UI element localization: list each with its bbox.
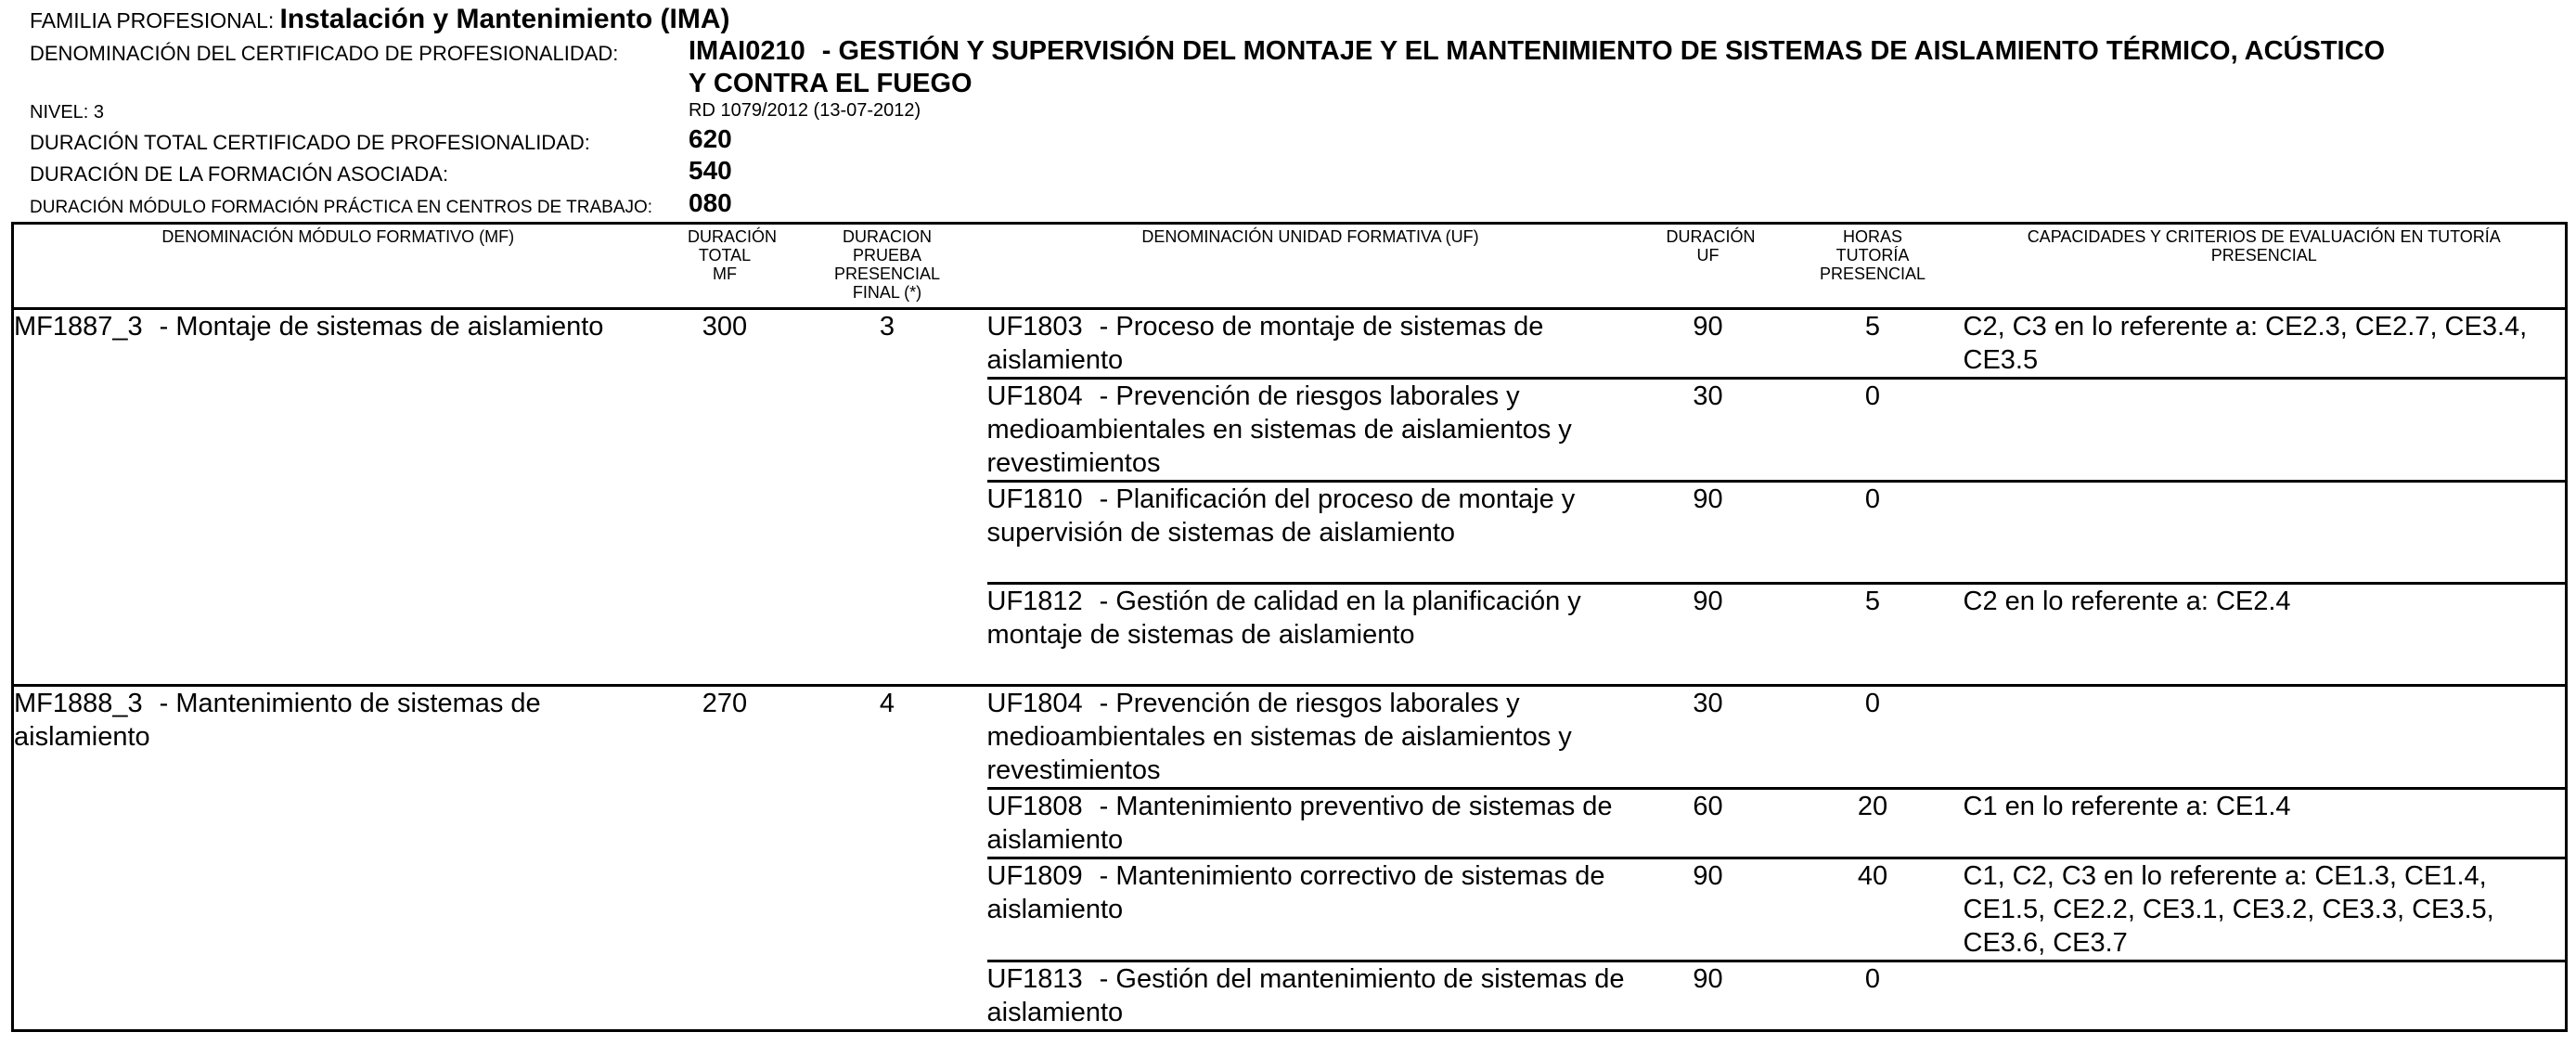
- uf-cell: [987, 858, 1634, 961]
- uf-capacidades: C1, C2, C3 en lo referente a: CE1.3, CE1.4, CE1.5, CE2.2, CE3.1, CE3.2, CE3.3, CE3.5, CE3.6, CE3.7: [1964, 858, 2567, 961]
- col-header-prueba: DURACION PRUEBA PRESENCIAL FINAL (*): [788, 224, 987, 309]
- uf-tutoria: 0: [1783, 482, 1964, 584]
- uf-cell: [987, 961, 1634, 1031]
- uf-capacidades: [1964, 961, 2567, 1031]
- uf-name: - Gestión del mantenimiento de sistemas de aislamiento: [986, 964, 1625, 1027]
- col-header-total-mf: DURACIÓN TOTAL MF: [663, 224, 788, 309]
- mf-name: - Mantenimiento de sistemas de aislamiento: [14, 689, 541, 752]
- certificado-title-line2: Y CONTRA EL FUEGO: [689, 69, 972, 98]
- uf-name: - Prevención de riesgos laborales y medioambientales en sistemas de aislamientos y revestimientos: [986, 689, 1572, 785]
- uf-capacidades: C2 en lo referente a: CE2.4: [1964, 584, 2567, 686]
- table-row: [13, 309, 2567, 379]
- uf-capacidades: [1964, 482, 2567, 584]
- uf-name: - Planificación del proceso de montaje y supervisión de sistemas de aislamiento: [986, 484, 1576, 548]
- uf-code: UF1808: [986, 792, 1083, 821]
- mf-code: MF1887_3: [14, 312, 143, 342]
- uf-tutoria: 5: [1783, 584, 1964, 686]
- module-group: [13, 309, 2567, 686]
- duracion-formacion-label: DURACIÓN DE LA FORMACIÓN ASOCIADA:: [30, 162, 449, 186]
- col-header-mf: DENOMINACIÓN MÓDULO FORMATIVO (MF): [13, 224, 663, 309]
- uf-cell: [987, 482, 1634, 584]
- uf-code: UF1804: [986, 689, 1083, 718]
- uf-name: - Proceso de montaje de sistemas de aislamiento: [986, 312, 1544, 375]
- uf-tutoria: 40: [1783, 858, 1964, 961]
- uf-code: UF1812: [986, 587, 1083, 616]
- mf-cell: [13, 686, 663, 1031]
- mf-total: 300: [663, 309, 788, 686]
- uf-capacidades: [1964, 379, 2567, 482]
- duracion-total-label: DURACIÓN TOTAL CERTIFICADO DE PROFESIONALIDAD:: [30, 131, 590, 154]
- uf-duracion: 90: [1634, 961, 1783, 1031]
- uf-cell: [987, 686, 1634, 789]
- nivel-label: NIVEL: 3: [30, 102, 105, 123]
- familia-row: [30, 4, 729, 35]
- uf-duracion: 30: [1693, 689, 1723, 718]
- certificado-code: IMAI0210: [689, 36, 805, 66]
- uf-tutoria: 0: [1864, 689, 1881, 718]
- uf-code: UF1804: [986, 381, 1083, 411]
- col-header-tutoria: HORAS TUTORÍA PRESENCIAL: [1783, 224, 1964, 309]
- uf-capacidades: [1964, 686, 2567, 789]
- uf-code: UF1809: [986, 861, 1083, 891]
- document-header: [0, 0, 2576, 223]
- uf-cell: [987, 379, 1634, 482]
- module-group: [13, 686, 2567, 1031]
- uf-capacidades: C1 en lo referente a: CE1.4: [1964, 789, 2567, 858]
- uf-cell: [987, 789, 1634, 858]
- mf-total: 270: [663, 686, 788, 1031]
- uf-duracion: 90: [1634, 584, 1783, 686]
- mf-prueba: 3: [788, 309, 987, 686]
- uf-tutoria: 0: [1783, 379, 1964, 482]
- table-row: [13, 686, 2567, 789]
- familia-label: FAMILIA PROFESIONAL:: [30, 8, 275, 32]
- uf-capacidades: C2, C3 en lo referente a: CE2.3, CE2.7, CE3.4, CE3.5: [1964, 309, 2567, 379]
- col-header-duracion-uf: DURACIÓN UF: [1634, 224, 1783, 309]
- uf-code: UF1810: [986, 484, 1083, 514]
- uf-code: UF1803: [986, 312, 1083, 342]
- uf-cell: [987, 584, 1634, 686]
- uf-duracion: 30: [1634, 379, 1783, 482]
- certificado-title-line1: - GESTIÓN Y SUPERVISIÓN DEL MONTAJE Y EL MANTENIMIENTO DE SISTEMAS DE AISLAMIENTO TÉRMICO, ACÚSTICO: [821, 36, 2386, 66]
- uf-tutoria: 20: [1783, 789, 1964, 858]
- col-header-capacidades: CAPACIDADES Y CRITERIOS DE EVALUACIÓN EN TUTORÍA PRESENCIAL: [1964, 224, 2567, 309]
- mf-code: MF1888_3: [14, 689, 143, 718]
- table-header-row: [13, 224, 2567, 309]
- mf-prueba: 4: [788, 686, 987, 1031]
- duracion-practica-label: DURACIÓN MÓDULO FORMACIÓN PRÁCTICA EN CENTROS DE TRABAJO:: [30, 198, 653, 217]
- uf-cell: [987, 309, 1634, 379]
- uf-tutoria: 0: [1783, 961, 1964, 1031]
- uf-duracion: 60: [1634, 789, 1783, 858]
- certificado-title: [689, 35, 2544, 100]
- uf-name: - Prevención de riesgos laborales y medioambientales en sistemas de aislamientos y revestimientos: [986, 381, 1572, 478]
- uf-name: - Mantenimiento correctivo de sistemas de aislamiento: [986, 861, 1605, 924]
- modules-table-wrapper: [11, 222, 2565, 1028]
- duracion-total-value: 620: [689, 124, 732, 153]
- uf-name: - Mantenimiento preventivo de sistemas de aislamiento: [986, 792, 1613, 855]
- uf-duracion: 90: [1634, 309, 1783, 379]
- mf-name: - Montaje de sistemas de aislamiento: [159, 312, 604, 342]
- familia-value: Instalación y Mantenimiento (IMA): [279, 4, 730, 34]
- uf-name: - Gestión de calidad en la planificación y montaje de sistemas de aislamiento: [986, 587, 1581, 650]
- uf-tutoria: 5: [1783, 309, 1964, 379]
- duracion-formacion-value: 540: [689, 156, 732, 185]
- rd-reference: RD 1079/2012 (13-07-2012): [689, 100, 921, 121]
- uf-code: UF1813: [986, 964, 1083, 994]
- uf-duracion: 90: [1634, 482, 1783, 584]
- duracion-practica-value: 080: [689, 188, 732, 217]
- col-header-uf: DENOMINACIÓN UNIDAD FORMATIVA (UF): [987, 224, 1634, 309]
- mf-cell: [13, 309, 663, 686]
- modules-table: [11, 222, 2568, 1032]
- uf-duracion: 90: [1634, 858, 1783, 961]
- denominacion-label: DENOMINACIÓN DEL CERTIFICADO DE PROFESIONALIDAD:: [30, 42, 619, 65]
